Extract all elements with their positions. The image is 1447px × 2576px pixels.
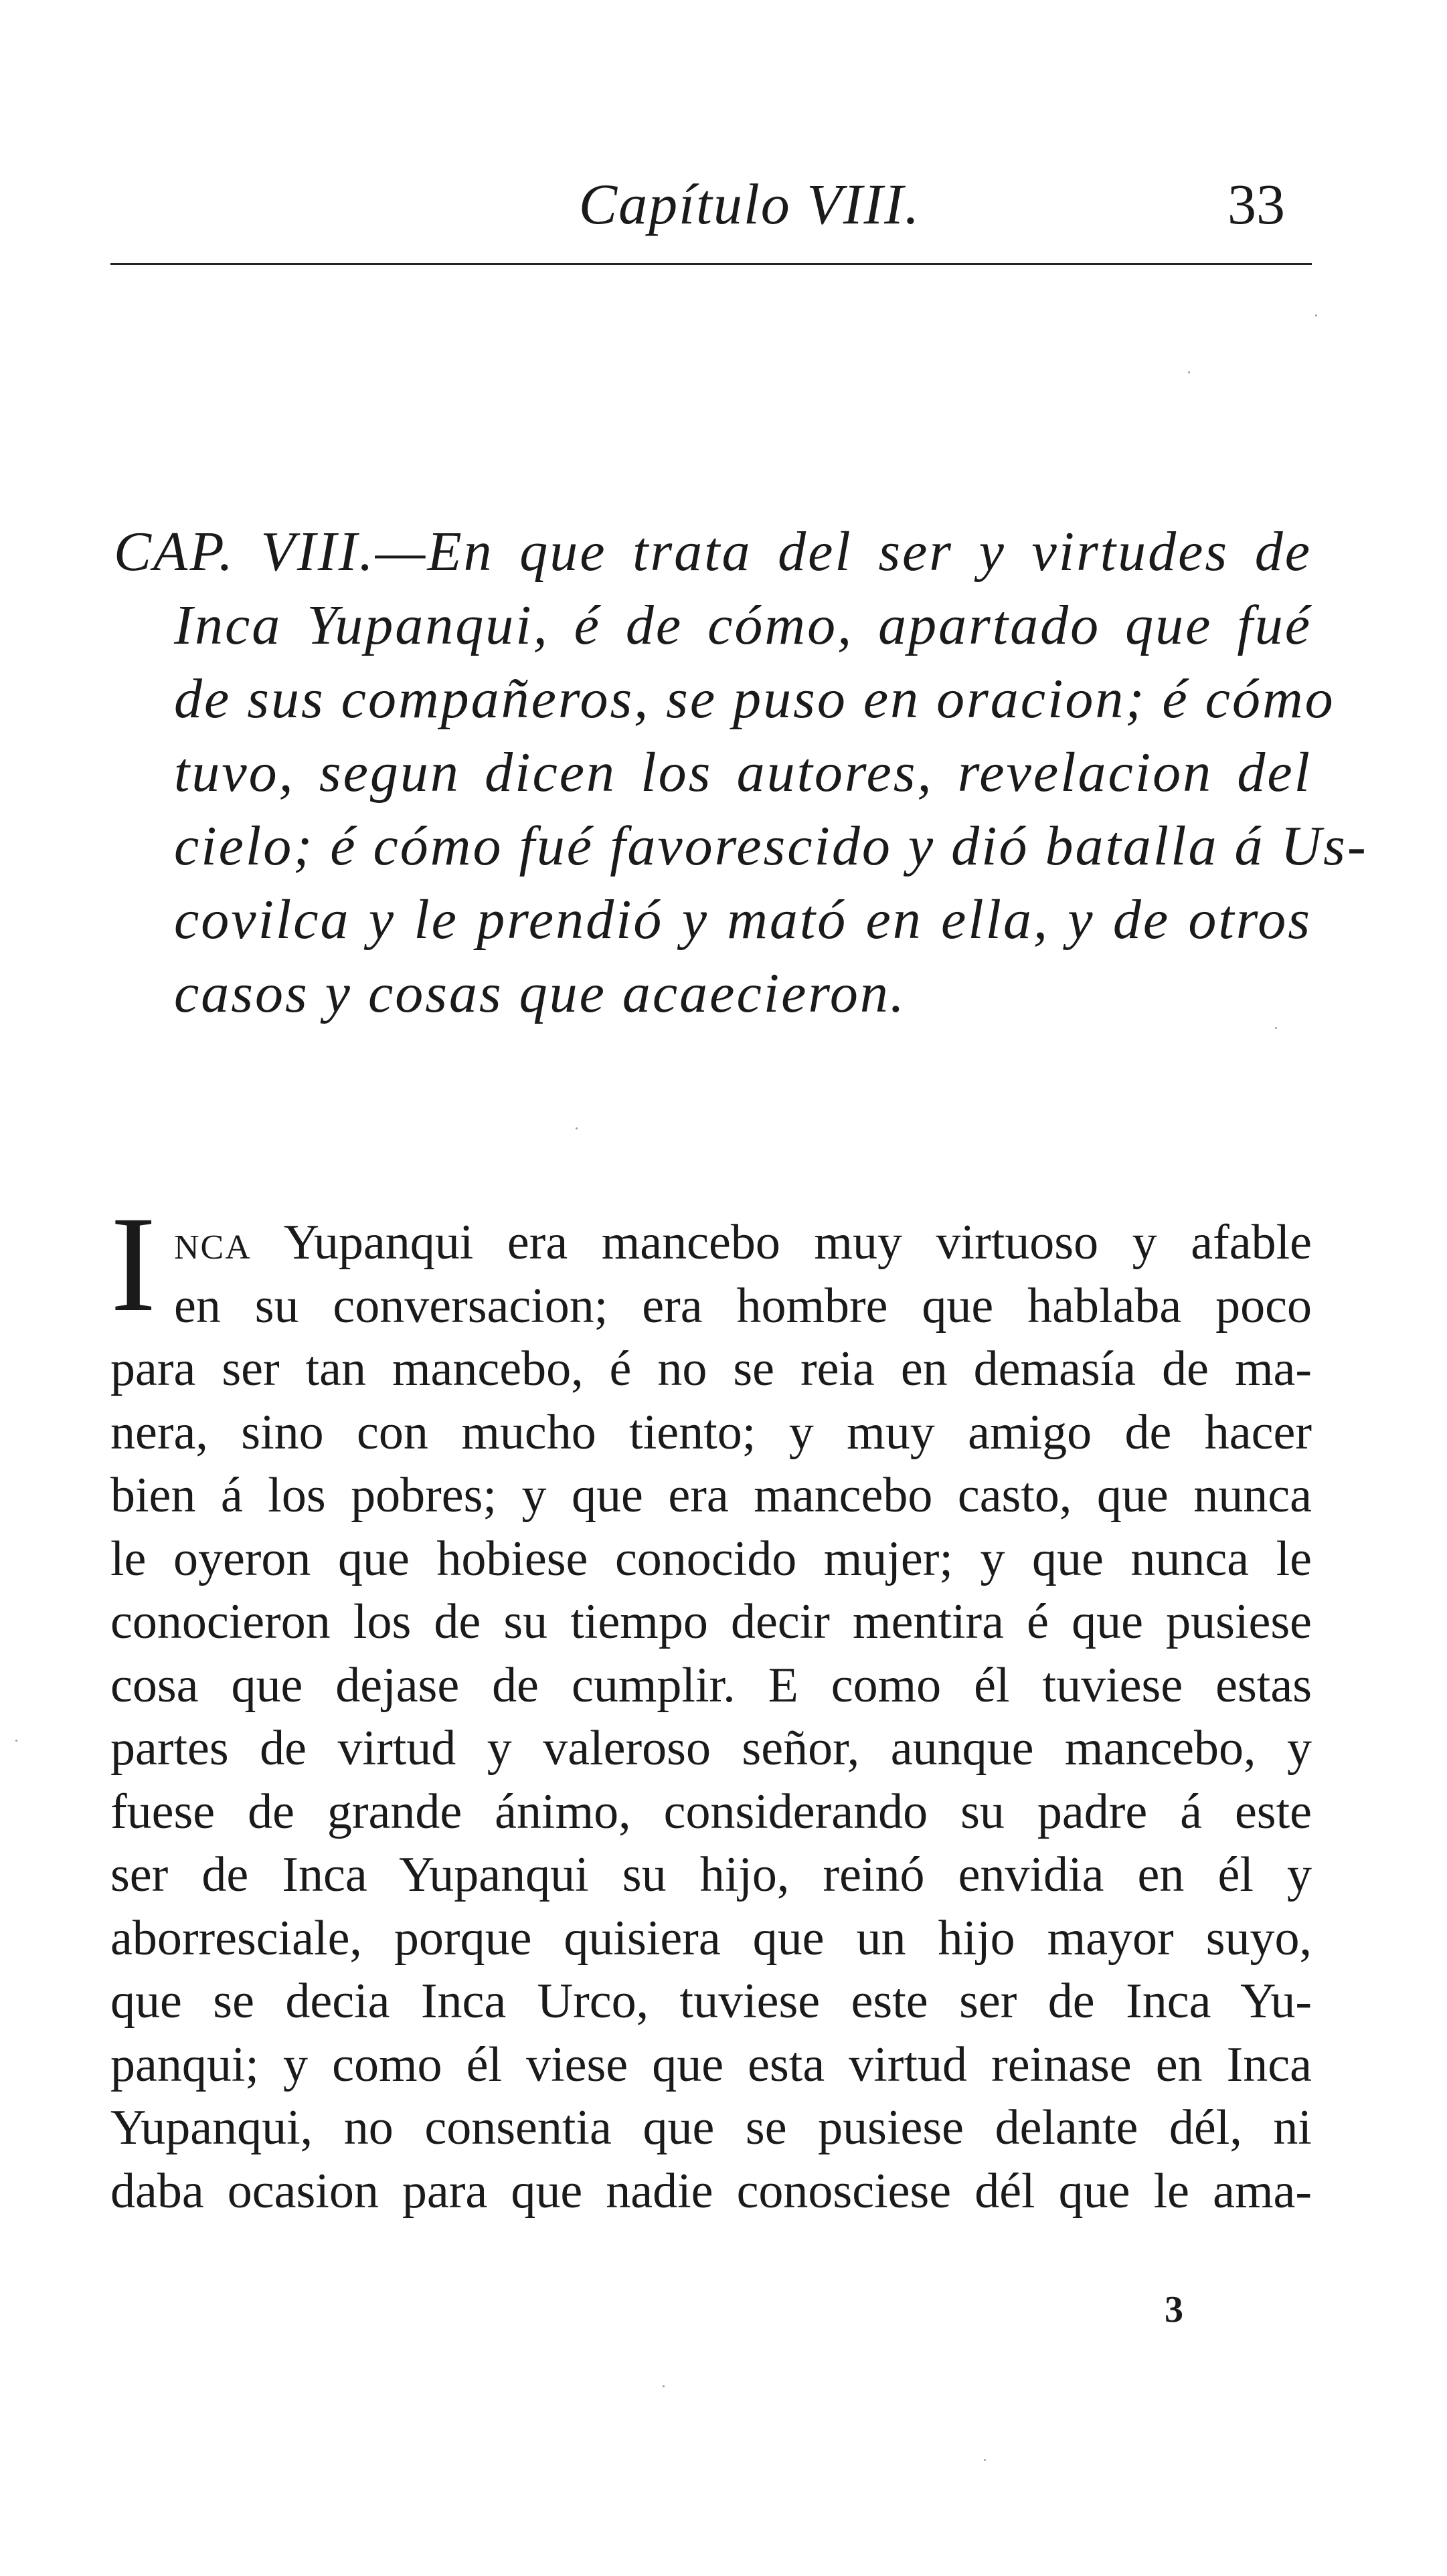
body-line: [110, 1211, 1312, 1275]
drop-cap: I: [110, 1188, 157, 1340]
paper-speck: [576, 1127, 578, 1129]
paper-speck: [1275, 1027, 1277, 1029]
body-line: que se decia Inca Urco, tuviese este ser de Inca Yu-: [110, 1974, 1312, 2029]
body-line: para ser tan mancebo, é no se reia en demasía de ma-: [110, 1342, 1312, 1396]
paper-speck: [984, 2459, 986, 2461]
paper-speck: [663, 2385, 665, 2387]
body-line: panqui; y como él viese que esta virtud reinase en Inca: [110, 2037, 1312, 2092]
heading-line: de sus compañeros, se puso en oracion; é cómo: [174, 668, 1335, 730]
page-header: [114, 171, 1318, 251]
body-line: nera, sino con mucho tiento; y muy amigo de hacer: [110, 1404, 1312, 1460]
heading-line: Inca Yupanqui, é de cómo, apartado que fué: [174, 594, 1312, 656]
body-line: bien á los pobres; y que era mancebo casto, que nunca: [110, 1468, 1312, 1523]
body-line: cosa que dejase de cumplir. E como él tuviese estas: [110, 1657, 1312, 1713]
body-line: le oyeron que hobiese conocido mujer; y que nunca le: [110, 1531, 1312, 1586]
first-word-rest: nca: [174, 1215, 252, 1270]
heading-line: tuvo, segun dicen los autores, revelacion del: [174, 741, 1312, 804]
paper-speck: [15, 1740, 17, 1742]
heading-line: covilca y le prendió y mató en ella, y de otros: [174, 889, 1312, 951]
body-line: conocieron los de su tiempo decir mentira é que pusiese: [110, 1594, 1312, 1649]
heading-line: cielo; é cómo fué favorescido y dió batalla á Us-: [174, 815, 1368, 877]
chapter-heading: [114, 515, 1368, 1030]
paper-speck: [1315, 314, 1317, 316]
page-number: 33: [1227, 172, 1285, 236]
paper-speck: [1188, 371, 1190, 373]
body-line: daba ocasion para que nadie conosciese dél que le ama-: [110, 2163, 1312, 2219]
body-line: fuese de grande ánimo, considerando su padre á este: [110, 1784, 1312, 1839]
heading-line: casos y cosas que acaecieron.: [174, 962, 906, 1024]
header-rule: [110, 263, 1312, 265]
signature-mark: 3: [1165, 2289, 1183, 2330]
first-line-rest: Yupanqui era mancebo muy virtuoso y afable: [283, 1215, 1312, 1270]
body-line: Yupanqui, no consentia que se pusiese delante dél, ni: [110, 2100, 1312, 2155]
body-line: en su conversacion; era hombre que hablaba poco: [174, 1278, 1312, 1333]
body-line: partes de virtud y valeroso señor, aunque mancebo, y: [110, 1721, 1312, 1776]
heading-line: CAP. VIII.—En que trata del ser y virtudes de: [114, 521, 1312, 583]
body-line: aborresciale, porque quisiera que un hijo mayor suyo,: [110, 1910, 1312, 1966]
body-text: [110, 1211, 1312, 2223]
body-line: ser de Inca Yupanqui su hijo, reinó envidia en él y: [110, 1847, 1312, 1902]
running-head: Capítulo VIII.: [578, 172, 921, 236]
